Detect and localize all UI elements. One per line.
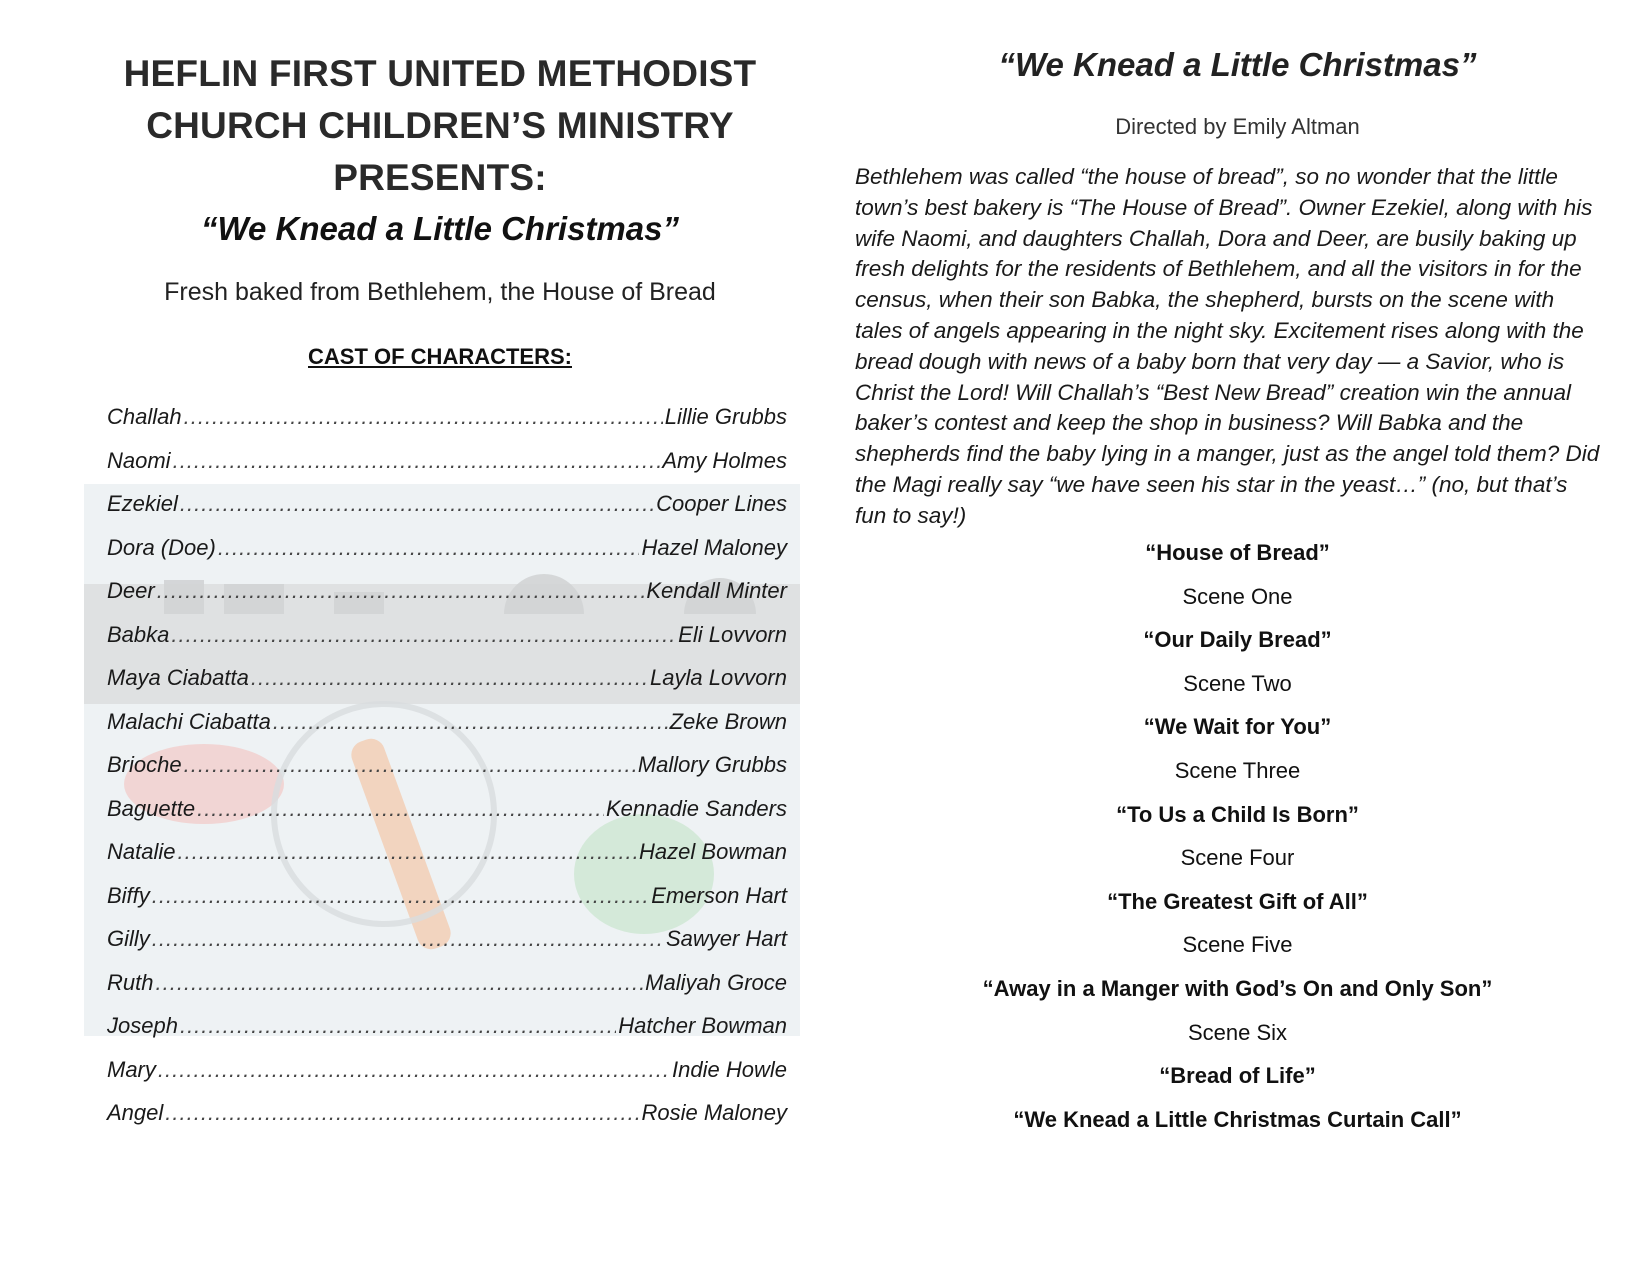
cast-row (107, 970, 787, 1014)
cast-actor: Amy Holmes (662, 447, 787, 473)
cast-role: Angel (107, 1100, 164, 1125)
cast-role: Ruth (107, 969, 154, 995)
cast-role: Natalie (107, 839, 176, 864)
play-synopsis: Bethlehem was called “the house of bread”, so no wonder that the little town’s best bakery is “The House of Bread”. Owner Ezekiel, along with his wife Naomi, and daughters Challah, Dora and Deer, are busily baking up fresh delights for the residents of Bethlehem, and all the visitors in for the census, when their son Babka, the shepherd, bursts on the scene with tales of angels appearing in the night sky. Excitement rises along with the bread dough with news of a baby born that very day — a Savior, who is Christ the Lord! Will Challah’s “Best New Bread” creation win the annual baker’s contest and keep the shop in business? Will Babka and the shepherds find the baby lying in a manger, just as the angel told them? Did the Magi really say “we have seen his star in the yeast…” (no, but that’s fun to say!) (855, 164, 1600, 528)
cast-list (107, 404, 787, 1144)
program-song: “To Us a Child Is Born” (1116, 801, 1359, 827)
org-title-line: PRESENTS: (333, 157, 547, 198)
cast-row (107, 448, 787, 492)
program-scene: Scene Four (1180, 845, 1295, 871)
program-scene: Scene Two (1183, 670, 1292, 696)
cast-role: Mary (107, 1056, 156, 1082)
org-title-line: HEFLIN FIRST UNITED METHODIST (123, 53, 757, 94)
cast-row (107, 622, 787, 666)
cast-row (107, 665, 787, 709)
play-title: “We Knead a Little Christmas” (998, 46, 1477, 83)
cast-row (107, 491, 787, 535)
right-panel (825, 0, 1650, 1275)
cast-actor: Kennadie Sanders (605, 795, 787, 821)
cast-row (107, 839, 787, 883)
cast-actor: Kendall Minter (646, 578, 787, 603)
program-song: “Our Daily Bread” (1143, 627, 1332, 653)
program-song: “Bread of Life” (1159, 1063, 1316, 1089)
cast-role: Biffy (107, 882, 150, 908)
cast-actor: Layla Lovvorn (650, 665, 787, 690)
program-song: “The Greatest Gift of All” (1107, 888, 1368, 914)
cast-actor: Indie Howle (672, 1056, 787, 1082)
cast-role: Naomi (107, 447, 171, 473)
cast-row (107, 1057, 787, 1101)
cast-row (107, 578, 787, 622)
program-song: “House of Bread” (1145, 540, 1330, 565)
program-scene: Scene One (1182, 583, 1293, 609)
program-scene: Scene Three (1174, 757, 1301, 783)
cast-actor: Emerson Hart (651, 882, 787, 908)
cast-role: Ezekiel (107, 491, 178, 516)
program-order (850, 540, 1625, 1150)
cast-actor: Rosie Maloney (641, 1100, 787, 1125)
cast-actor: Mallory Grubbs (637, 752, 787, 777)
cast-actor: Lillie Grubbs (664, 404, 787, 429)
cast-role: Challah (107, 404, 182, 429)
program-song: “Away in a Manger with God’s On and Only Son” (982, 975, 1493, 1001)
cast-role: Joseph (107, 1013, 178, 1038)
cast-role: Babka (107, 621, 170, 647)
director-credit: Directed by Emily Altman (1115, 114, 1360, 139)
cast-row (107, 926, 787, 970)
cast-actor: Hatcher Bowman (618, 1013, 787, 1038)
cast-row (107, 404, 787, 448)
cast-row (107, 1013, 787, 1057)
cast-role: Dora (Doe) (107, 534, 216, 560)
cast-row (107, 1100, 787, 1144)
cast-actor: Maliyah Groce (645, 969, 787, 995)
org-title-line: CHURCH CHILDREN’S MINISTRY (146, 105, 734, 146)
play-title: “We Knead a Little Christmas” (200, 210, 679, 247)
cast-actor: Zeke Brown (669, 708, 787, 734)
cast-row (107, 535, 787, 579)
cast-row (107, 796, 787, 840)
cast-role: Deer (107, 578, 155, 603)
organization-title (100, 48, 780, 204)
program-scene: Scene Five (1182, 932, 1293, 958)
cast-row (107, 709, 787, 753)
program-scene: Scene Six (1187, 1019, 1288, 1045)
cast-actor: Hazel Bowman (639, 839, 787, 864)
play-subtitle: Fresh baked from Bethlehem, the House of Bread (164, 278, 716, 306)
program-song: “We Wait for You” (1143, 714, 1332, 740)
cast-actor: Sawyer Hart (665, 926, 787, 951)
cast-role: Baguette (107, 795, 196, 821)
cast-heading: CAST OF CHARACTERS: (308, 344, 572, 369)
cast-row (107, 752, 787, 796)
cast-role: Gilly (107, 926, 150, 951)
cast-row (107, 883, 787, 927)
cast-role: Malachi Ciabatta (107, 708, 271, 734)
cast-actor: Hazel Maloney (641, 534, 787, 560)
cast-role: Brioche (107, 752, 182, 777)
cast-role: Maya Ciabatta (107, 665, 249, 690)
cast-actor: Eli Lovvorn (678, 621, 787, 647)
program-song: “We Knead a Little Christmas Curtain Call” (1013, 1106, 1462, 1132)
cast-actor: Cooper Lines (656, 491, 787, 516)
